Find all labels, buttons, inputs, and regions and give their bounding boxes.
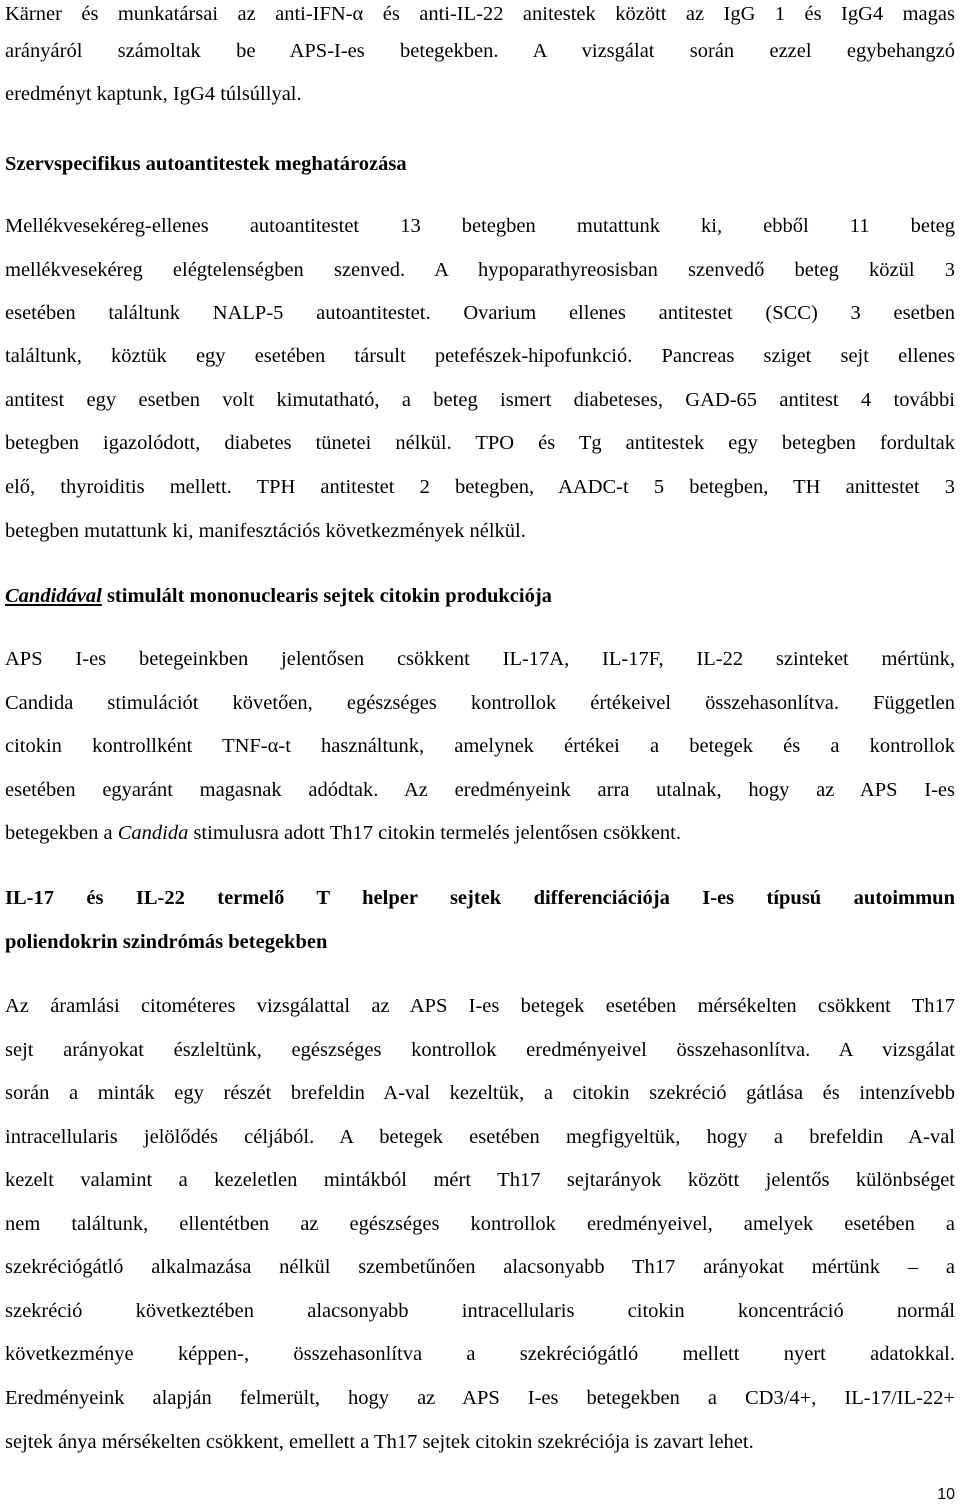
paragraph-3-line: esetében egyaránt magasnak adódtak. Az eredményeink arra utalnak, hogy az APS I-es [5,779,955,801]
paragraph-4-line: Eredményeink alapján felmerült, hogy az APS I-es betegekben a CD3/4+, IL-17/IL-22+ [5,1387,955,1409]
paragraph-2-line: mellékvesekéreg elégtelenségben szenved. A hypoparathyreosisban szenvedő beteg közül 3 [5,259,955,281]
heading-text: stimulált mononuclearis sejtek citokin produkciója [101,585,552,607]
paragraph-2-line: betegben igazolódott, diabetes tünetei nélkül. TPO és Tg antitestek egy betegben fordultak [5,432,955,454]
section-heading-autoantibodies: Szervspecifikus autoantitestek meghatározása [5,153,407,175]
paragraph-4-line: Az áramlási citométeres vizsgálattal az APS I-es betegek esetében mérsékelten csökkent Th17 [5,995,955,1017]
paragraph-4-line: során a minták egy részét brefeldin A-val kezeltük, a citokin szekréció gátlása és intenzívebb [5,1082,955,1104]
paragraph-4-line: következménye képpen-, összehasonlítva a szekréciógátló mellett nyert adatokkal. [5,1343,955,1365]
paragraph-4-line: sejt arányokat észleltünk, egészséges kontrollok eredményeivel összehasonlítva. A vizsgálat [5,1039,955,1061]
paragraph-4-line: intracellularis jelölődés céljából. A betegek esetében megfigyeltük, hogy a brefeldin A-val [5,1126,955,1148]
paragraph-2-line: találtunk, köztük egy esetében társult petefészek-hipofunkció. Pancreas sziget sejt ellenes [5,345,955,367]
section-heading-candida [5,582,955,610]
paragraph-4-line: szekréciógátló alkalmazása nélkül szembetűnően alacsonyabb Th17 arányokat mértünk – a [5,1256,955,1278]
paragraph-2-line: elő, thyroiditis mellett. TPH antitestet 2 betegben, AADC-t 5 betegben, TH anittestet 3 [5,476,955,498]
paragraph-3-line: citokin kontrollként TNF-α-t használtunk, amelynek értékei a betegek és a kontrollok [5,735,955,757]
paragraph-1-line: arányáról számoltak be APS-I-es betegekben. A vizsgálat során ezzel egybehangzó [5,40,955,62]
line-text: stimulusra adott Th17 citokin termelés jelentősen csökkent. [188,822,681,844]
paragraph-3-line [5,819,955,847]
heading-italic-term: Candidával [5,585,102,607]
section-heading-th17: IL-17 és IL-22 termelő T helper sejtek differenciációja I-es típusú autoimmun [5,887,955,909]
paragraph-1-line: Kärner és munkatársai az anti-IFN-α és anti-IL-22 anitestek között az IgG 1 és IgG4 magas [5,3,955,25]
paragraph-1-line: eredményt kaptunk, IgG4 túlsúllyal. [5,83,302,105]
italic-term: Candida [117,822,189,844]
paragraph-3-line: Candida stimulációt követően, egészséges kontrollok értékeivel összehasonlítva. Független [5,692,955,714]
paragraph-2-line: Mellékvesekéreg-ellenes autoantitestet 13 betegben mutattunk ki, ebből 11 beteg [5,215,955,237]
page-number: 10 [937,1486,955,1503]
line-text: betegekben a [5,822,118,844]
paragraph-2-line: esetében találtunk NALP-5 autoantitestet. Ovarium ellenes antitestet (SCC) 3 esetben [5,302,955,324]
paragraph-2-line: betegben mutattunk ki, manifesztációs következmények nélkül. [5,520,526,542]
paragraph-3-line: APS I-es betegeinkben jelentősen csökkent IL-17A, IL-17F, IL-22 szinteket mértünk, [5,648,955,670]
paragraph-4-line: szekréció következtében alacsonyabb intracellularis citokin koncentráció normál [5,1300,955,1322]
paragraph-2-line: antitest egy esetben volt kimutatható, a beteg ismert diabeteses, GAD-65 antitest 4 további [5,389,955,411]
section-heading-th17-cont: poliendokrin szindrómás betegekben [5,931,328,953]
paragraph-4-line: sejtek ánya mérsékelten csökkent, emellett a Th17 sejtek citokin szekréciója is zavart lehet. [5,1431,754,1453]
paragraph-4-line: nem találtunk, ellentétben az egészséges kontrollok eredményeivel, amelyek esetében a [5,1213,955,1235]
paragraph-4-line: kezelt valamint a kezeletlen mintákból mért Th17 sejtarányok között jelentős különbséget [5,1169,955,1191]
